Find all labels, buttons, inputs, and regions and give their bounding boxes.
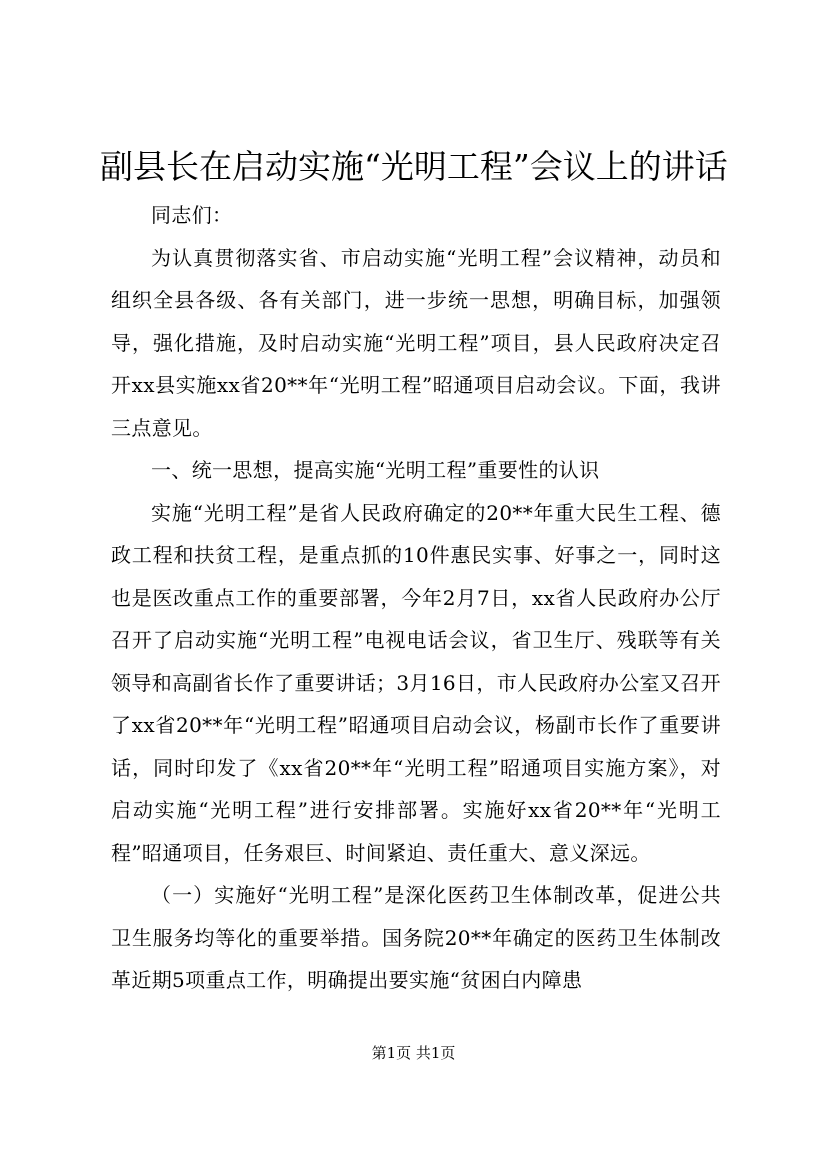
paragraph-background: 实施“光明工程”是省人民政府确定的20**年重大民生工程、德政工程和扶贫工程，是重点抓的10件惠民实事、好事之一，同时这也是医改重点工作的重要部署，今年2月7日，xx省人民政府办公厅召开了启动实施“光明工程”电视电话会议，省卫生厅、残联等有关领导和高副省长作了重要讲话；3月16日，市人民政府办公室又召开了xx省20**年“光明工程”昭通项目启动会议，杨副市长作了重要讲话，同时印发了《xx省20**年“光明工程”昭通项目实施方案》，对启动实施“光明工程”进行安排部署。实施好xx省20**年“光明工程”昭通项目，任务艰巨、时间紧迫、责任重大、意义深远。 [111,500,721,865]
paragraph-point-1: （一）实施好“光明工程”是深化医药卫生体制改革，促进公共卫生服务均等化的重要举措。国务院20**年确定的医药卫生体制改革近期5项重点工作，明确提出要实施“贫困白内障患 [111,883,721,992]
paragraph-intro: 为认真贯彻落实省、市启动实施“光明工程”会议精神，动员和组织全县各级、各有关部门，进一步统一思想，明确目标，加强领导，强化措施，及时启动实施“光明工程”项目，县人民政府决定召开xx县实施xx省20**年“光明工程”昭通项目启动会议。下面，我讲三点意见。 [111,245,721,440]
document-title: 副县长在启动实施“光明工程”会议上的讲话 [100,147,728,186]
salutation: 同志们： [151,203,233,227]
page-footer: 第1页 共1页 [371,1044,456,1062]
section-heading-1: 一、统一思想，提高实施“光明工程”重要性的认识 [151,458,600,482]
document-body [111,194,721,1002]
